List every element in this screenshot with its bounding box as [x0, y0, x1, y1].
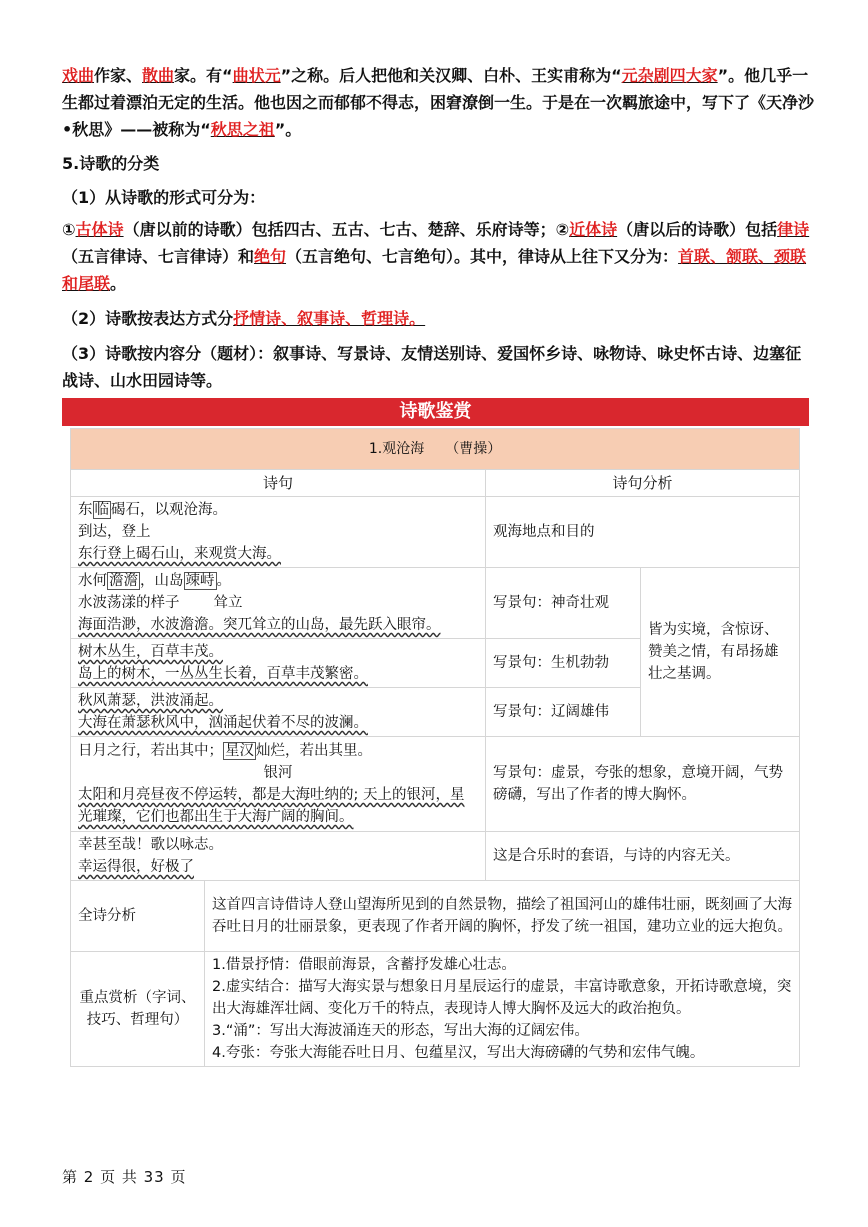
gloss-line	[78, 592, 478, 614]
text: 。	[216, 573, 231, 589]
text: （唐以后的诗歌）包括	[617, 220, 778, 239]
table-row	[71, 881, 800, 952]
poem-line-cell	[71, 737, 486, 832]
section-banner: 诗歌鉴赏	[62, 398, 809, 426]
text: ”之称。后人把他和关汉卿、白朴、王实甫称为“	[280, 66, 622, 85]
intro-paragraph-1	[62, 62, 814, 143]
term-xiqu: 戏曲	[62, 66, 95, 85]
text: 水波荡漾的样子	[78, 595, 180, 611]
poem-line: 幸甚至哉！歌以咏志。	[78, 837, 223, 853]
key-analysis-item: 4.夸张：夸张大海能吞吐日月、包蕴星汉，写出大海磅礴的气势和宏伟气魄。	[212, 1045, 705, 1061]
intro-paragraph-2	[62, 216, 814, 297]
table-row	[71, 568, 800, 639]
glossed-word: 澹澹	[109, 573, 138, 589]
column-header-analysis: 诗句分析	[486, 470, 800, 497]
term-yuanzaju: 元杂剧四大家	[621, 66, 718, 85]
poem-line: 秋风萧瑟，洪波涌起。	[78, 693, 223, 709]
term-qiusizhizu: 秋思之祖	[210, 120, 275, 139]
text: ①	[62, 220, 76, 239]
text: ”。	[274, 120, 302, 139]
text: 。	[110, 274, 127, 293]
poem-line-cell	[71, 688, 486, 737]
text: 灿烂，若出其里。	[256, 743, 372, 759]
poem-line-cell	[71, 497, 486, 568]
full-analysis-label: 全诗分析	[71, 881, 205, 952]
key-analysis-item: 3.“涌”：写出大海波涌连天的形态，写出大海的辽阔宏伟。	[212, 1023, 589, 1039]
poem-line	[78, 740, 478, 762]
text: （五言绝句、七言绝句）。其中，律诗从上往下又分为：	[286, 247, 679, 266]
translation-line: 东行登上碣石山，来观赏大海。	[78, 546, 281, 562]
subheading-content: （3）诗歌按内容分（题材）：叙事诗、写景诗、友情送别诗、爱国怀乡诗、咏物诗、咏史怀古诗、边塞征战诗、山水田园诗等。	[62, 344, 802, 390]
table-row	[71, 952, 800, 1067]
key-analysis-item: 1.借景抒情：借眼前海景，含蓄抒发雄心壮志。	[212, 957, 516, 973]
subheading-form: （1）从诗歌的形式可分为：	[62, 188, 266, 207]
key-analysis-list	[205, 952, 800, 1067]
term-expression-types: 抒情诗、叙事诗、哲理诗。	[233, 309, 426, 328]
text: 耸立	[213, 595, 243, 611]
subheading-expression	[62, 305, 814, 332]
glossed-word: 临	[94, 502, 109, 518]
text: 作家、	[94, 66, 143, 85]
column-header-lines: 诗句	[71, 470, 486, 497]
text: ”。他几乎一生都过着漂泊无定的生活。他也因之而郁郁不得志，困窘潦倒一生。于是在一次羁旅途中，写下了《天净沙•秋思》——被称为“	[62, 66, 815, 139]
translation-line: 大海在萧瑟秋风中，汹涌起伏着不尽的波澜。	[78, 715, 368, 731]
table-header-row	[71, 470, 800, 497]
analysis-cell: 写景句：虚景，夸张的想象，意境开阔，气势磅礴，写出了作者的博大胸怀。	[486, 737, 800, 832]
text: （五言律诗、七言律诗）和	[62, 247, 255, 266]
gloss-line: 银河	[263, 765, 293, 781]
analysis-cell: 观海地点和目的	[486, 497, 800, 568]
analysis-cell: 写景句：生机勃勃	[486, 639, 641, 688]
poem-line-cell	[71, 832, 486, 881]
text: 东	[78, 502, 93, 518]
term-lvshi: 律诗	[777, 220, 810, 239]
text: ，山岛	[140, 573, 184, 589]
text: 家。有“	[174, 66, 233, 85]
text: 水何	[78, 573, 107, 589]
key-analysis-item: 2.虚实结合：描写大海实景与想象日月星辰运行的虚景，丰富诗歌意象，开拓诗歌意境，突出大海雄浑壮阔、变化万千的特点，表现诗人博大胸怀及远大的政治抱负。	[212, 979, 792, 1017]
text: （唐以前的诗歌）包括四古、五古、七古、楚辞、乐府诗等；②	[123, 220, 570, 239]
poem-line	[78, 499, 478, 521]
translation-line: 幸运得很，好极了	[78, 859, 194, 875]
poem-line	[78, 570, 478, 592]
translation-line: 岛上的树木，一丛丛生长着，百草丰茂繁密。	[78, 666, 368, 682]
glossed-word: 星汉	[225, 743, 254, 759]
table-title-row	[71, 429, 800, 470]
page-footer: 第 2 页 共 33 页	[62, 1168, 187, 1186]
term-sanqu: 散曲	[142, 66, 175, 85]
gloss-line: 到达，登上	[78, 524, 151, 540]
text: 日月之行，若出其中；	[78, 743, 223, 759]
text: （2）诗歌按表达方式分	[62, 309, 234, 328]
analysis-cell: 写景句：神奇壮观	[486, 568, 641, 639]
section-heading-5: 5.诗歌的分类	[62, 154, 160, 173]
translation-line: 太阳和月亮昼夜不停运转，都是大海吐纳的; 天上的银河，星光璀璨，它们也都出生于大海广阔的胸间。	[78, 787, 465, 825]
translation-line: 海面浩渺，水波澹澹。突兀耸立的山岛，最先跃入眼帘。	[78, 617, 441, 633]
glossed-word: 竦峙	[185, 573, 215, 589]
full-analysis-text: 这首四言诗借诗人登山望海所见到的自然景物，描绘了祖国河山的雄伟壮丽，既刻画了大海吞吐日月的壮丽景象，更表现了作者开阔的胸怀，抒发了统一祖国，建功立业的远大抱负。	[205, 881, 800, 952]
poem-analysis-table	[70, 428, 800, 1067]
key-analysis-label: 重点赏析（字词、技巧、哲理句）	[71, 952, 205, 1067]
term-lianming: 首联、颔联、颈联和尾联	[62, 247, 807, 293]
analysis-cell: 写景句：辽阔雄伟	[486, 688, 641, 737]
term-gutishi: 古体诗	[75, 220, 124, 239]
poem-title: 1.观沧海 （曹操）	[71, 429, 800, 470]
poem-line-cell	[71, 568, 486, 639]
term-jintishi: 近体诗	[569, 220, 618, 239]
poem-line-cell	[71, 639, 486, 688]
table-row	[71, 832, 800, 881]
term-quzhuangyuan: 曲状元	[232, 66, 281, 85]
table-row	[71, 737, 800, 832]
text: 碣石，以观沧海。	[111, 502, 227, 518]
poem-line: 树木丛生，百草丰茂。	[78, 644, 223, 660]
merged-note-cell: 皆为实境，含惊讶、赞美之情，有昂扬雄壮之基调。	[641, 568, 800, 737]
term-jueju: 绝句	[254, 247, 287, 266]
table-row	[71, 497, 800, 568]
analysis-cell: 这是合乐时的套语，与诗的内容无关。	[486, 832, 800, 881]
